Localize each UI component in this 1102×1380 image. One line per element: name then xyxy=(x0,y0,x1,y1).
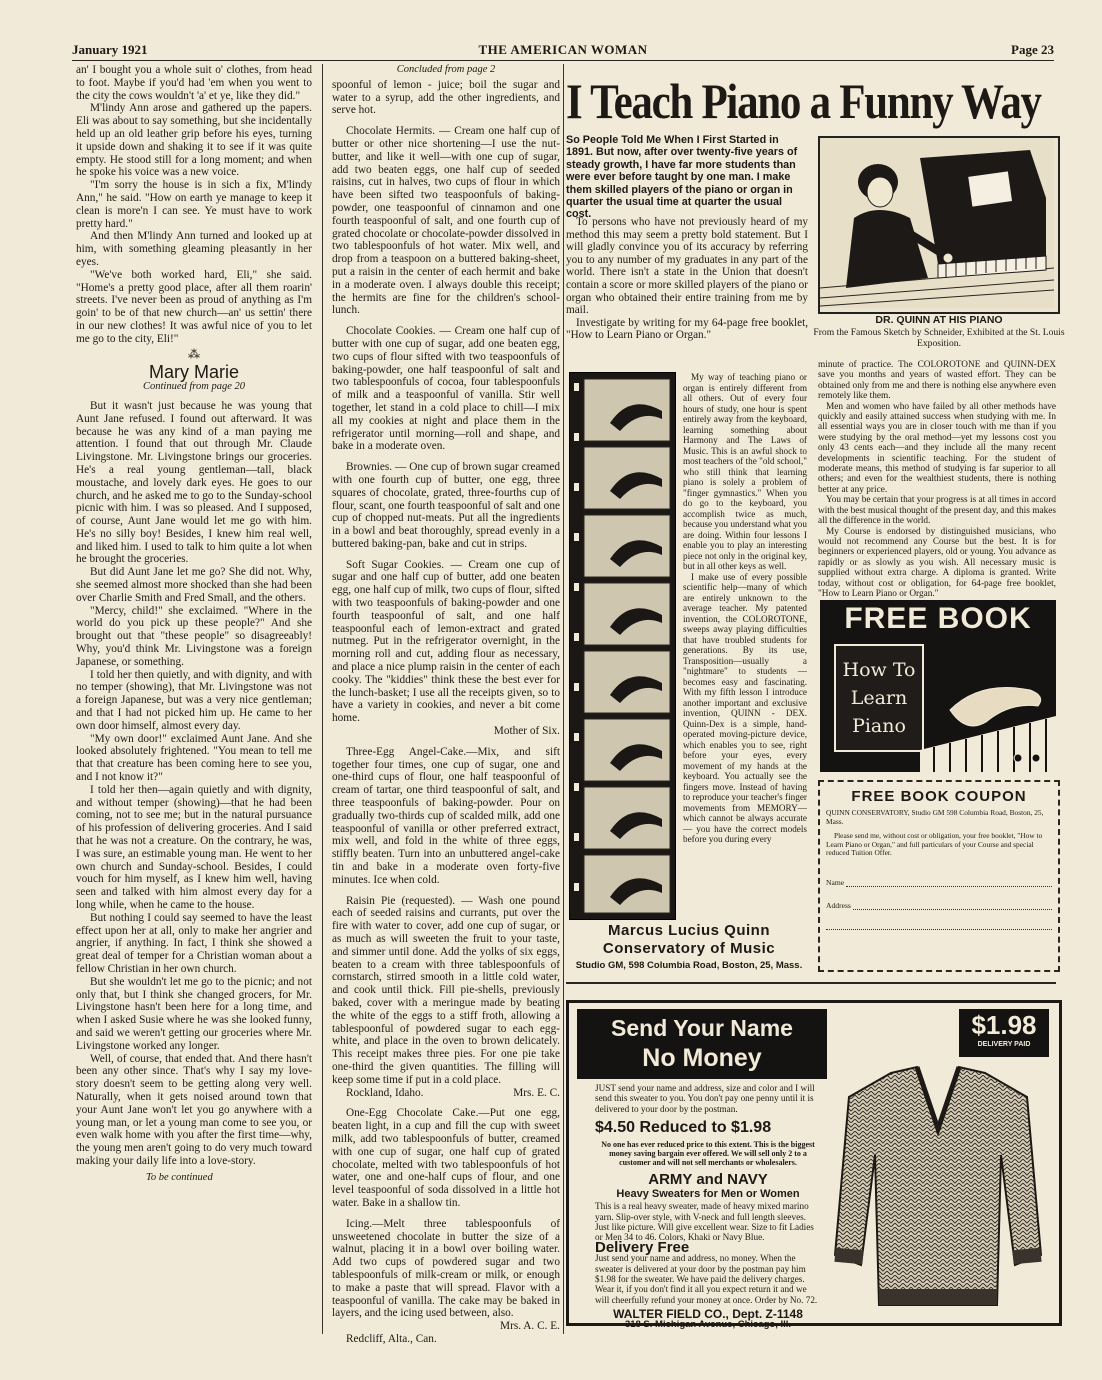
paragraph: "Mercy, child!" she exclaimed. "Where in the world do you pick up these people?" And she brought out that "these people" so disagreeably! Why, you'd think Mr. Livingstone was a foreign Japanese, or something. xyxy=(76,604,312,668)
ad-divider xyxy=(566,982,1056,984)
paragraph: But it wasn't just because he was young that Aunt Jane refused. I found out afterward. It was because he was any kind of a man paying me attention. I found that out through Mr. Claude Livingstone. Mr. Livingstone brings our groceries. He's a real young gentleman—tall, black moustache, and lovely dark eyes. He goes to our church, and he asked me to go to the Sunday-school picnic with him. I was so pleased. And I supposed, of course, Aunt Jane would let me go with him. He's no silly boy! Besides, I knew him real well, and liked him. I used to talk to him quite a lot when he brought the groceries. xyxy=(76,399,312,566)
paragraph: You may be certain that your progress is at all times in accord with the best musical thought of the present day, and this makes all the difference in the world. xyxy=(818,495,1056,527)
paragraph: But she wouldn't let me go to the picnic; and not only that, but I think she changed grocers, for Mr. Livingstone hasn't been here for a long time, and when I asked Susie where he was she looked funny, and said we weren't getting our groceries where Mr. Livingstone worked any longer. xyxy=(76,975,312,1052)
price-badge xyxy=(959,1009,1049,1057)
army-navy-heading: ARMY and NAVY xyxy=(648,1171,768,1189)
paragraph: Well, of course, that ended that. And there hasn't been any other since. That's why I say my love-story doesn't seem to be getting along very well. Naturally, when it gets noised around town that your Aunt Jane won't let you go anywhere with a young man, or let a young man come to see you, or even walk home with you after the first time—why, the young men aren't going to do very much toward making your daily life into a love-story. xyxy=(76,1052,312,1167)
recipe-signature xyxy=(332,1087,560,1100)
paragraph: Men and women who have failed by all other methods have quickly and easily attained success when studying with me. In all essential ways you are in closer touch with me than if you were studying by the oral method—yet my lessons cost you only 43 cents each—and they include all the many recent developments in scientific teaching. For the student of moderate means, this method of studying is far superior to all others; and even for the wealthiest students, there is nothing better at any price. xyxy=(818,401,1056,495)
company-address: 318 S. Michigan Avenue, Chicago, Ill. xyxy=(624,1318,792,1330)
paragraph: No one has ever reduced price to this extent. This is the biggest money saving bargain ever offered. We will sell only 2 to a customer and will not sell merchants or wholesalers. xyxy=(601,1140,815,1168)
sweater-subheading: Heavy Sweaters for Men or Women xyxy=(616,1188,800,1201)
issue-date: January 1921 xyxy=(72,42,148,57)
column-rule xyxy=(563,64,564,1334)
recipe-one-egg-chocolate-cake: One-Egg Chocolate Cake.—Put one egg, beaten light, in a cup and fill the cup with sweet milk, add two tablespoonfuls of butter, creamed with one cup of sugar, one half cup of grated chocolate, melted with two tablespoonfuls of hot water, one and one-half cups of flour, and one level teaspoonful of soda dissolved in a little hot water. Bake in a shallow tin. xyxy=(332,1107,560,1209)
paragraph: And then M'lindy Ann turned and looked up at him, with something gleaming pleasantly in her eyes. xyxy=(76,230,312,268)
signature-place: Rockland, Idaho. xyxy=(346,1086,424,1099)
section-ornament: ⁂ xyxy=(188,346,200,361)
piano-ad-headline: I Teach Piano a Funny Way xyxy=(566,73,1041,129)
hand-frames-illustration xyxy=(570,373,675,919)
paragraph: But nothing I could say seemed to have the least effect upon her at all, only to make her angrier and angrier, if anything. In fact, I think she showed a great deal of temper for a Christian woman about a fellow Christian in her own church. xyxy=(76,911,312,975)
header-rule xyxy=(72,60,1054,61)
signature-place: Redcliff, Alta., Can. xyxy=(346,1332,437,1345)
piano-ad-method-text xyxy=(683,372,807,845)
magazine-title: THE AMERICAN WOMAN xyxy=(478,42,648,57)
column-rule xyxy=(322,64,323,1334)
paragraph: "I'm sorry the house is in sich a fix, M'lindy Ann," he said. "How on earth ye manage to keep it clean is more'n I can see. Ye must have to work pretty hard." xyxy=(76,179,312,230)
paragraph: I told her then—again quietly and with dignity, and without temper (showing)—that he had been coming, not to see me; but in the natural pursuance of his profession of delivering groceries. And I said that he was not a creature. On the contrary, he was, I was sure, an estimable young man. He went to her own church and Sunday-school. Besides, I could vouch for him myself, as I knew him well, having seen and talked with him almost every day for a long while, when he came to the house. xyxy=(76,783,312,911)
free-book-title: FREE BOOK xyxy=(844,602,1032,635)
picture-credit: From the Famous Sketch by Schneider, Exhibited at the St. Louis Exposition. xyxy=(813,327,1065,349)
banner-line: No Money xyxy=(642,1044,762,1072)
recipe-angel-cake: Three-Egg Angel-Cake.—Mix, and sift together four times, one cup of sugar, one and one-third cups of flour, one half teaspoonful of cream of tartar, one third teaspoonful of salt, and three teaspoonfuls of baking-powder. Pour on gradually two-thirds cup of scalded milk, add one teaspoonful of vanilla or other preferred extract, mix well, and fold in the white of three eggs, stiffly beaten. Turn into an unbuttered angel-cake tin and bake in a moderate oven forty-five minutes. Ice when cold. xyxy=(332,745,560,886)
piano-ad-detail-text xyxy=(818,360,1056,599)
paragraph: This is a real heavy sweater, made of heavy mixed marino yarn. Slip-over style, with V-neck and full length sleeves. Just like picture. Will give excellent wear. Size to fit Ladies or Men 34 to 46. Colors, Khaki or Navy Blue. xyxy=(595,1201,814,1243)
school-name-line: Marcus Lucius Quinn xyxy=(607,922,771,939)
paragraph: Investigate by writing for my 64-page free booklet, "How to Learn Piano or Organ." xyxy=(566,316,808,342)
coupon-body: Please send me, without cost or obligation, your free booklet, "How to Learn Piano or Organ," and full particulars of your Course and special reduced Tuition Offer. xyxy=(826,831,1043,858)
coupon-address-label: Address xyxy=(826,900,851,910)
paragraph: My way of teaching piano or organ is entirely different from all others. Out of every four hours of study, one hour is spent entirely away from the keyboard, learning something about Harmony and The Laws of Music. This is an awful shock to most teachers of the "old school," who still think that learning piano is solely a problem of "finger gymnastics." When you do go to the keyboard, you accomplish twice as much, because you understand what you are doing. Within four lessons I enable you to play an interesting piece not only in the original key, but in all other keys as well. xyxy=(683,372,807,571)
paragraph: Just send your name and address, no money. When the sweater is delivered at your door by the postman pay him $1.98 for the sweater. We have paid the delivery charges. Wear it, if you don't find it all you expect return it and we will cheerfully refund your money at once. Order by No. 72. xyxy=(595,1253,818,1305)
free-book-panel xyxy=(820,600,1056,772)
sweater-ad-copy xyxy=(595,1083,821,1330)
paragraph: an' I bought you a whole suit o' clothes, from head to foot. Maybe if you'd had 'em when you went to the city the cows wouldn't 'a' et ye, like they did." xyxy=(76,64,312,102)
paragraph: I told her then quietly, and with dignity, and with no temper (showing), that Mr. Livingstone was not a foreign Japanese, but was a very nice gentleman; and that I had not picked him up. He came to her own door himself, almost every day. xyxy=(76,668,312,732)
coupon-title: FREE BOOK COUPON xyxy=(851,788,1027,805)
recipe-soft-sugar-cookies: Soft Sugar Cookies. — Cream one cup of sugar and one half cup of butter, add one beaten egg, one half cup of milk, two cups of flour, sifted with two teaspoonfuls of baking-powder and one fourth teaspoonful of salt, and one half teaspoonful each of lemon-extract and grated nutmeg. Put in the refrigerator overnight, in the morning roll and cut, adding flour as necessary, and place a nice plump raisin in the center of each cooky. The "kiddies" think these the best ever for the lunch-basket; I use all the receipts given, so to have a variety in cookies, and never a bit come home. xyxy=(332,558,560,725)
coupon-name-field[interactable] xyxy=(820,878,1058,887)
recipe-column xyxy=(332,64,560,1345)
paragraph: But did Aunt Jane let me go? She did not. Why, she seemed almost more shocked than she had been over Charlie Smith and Fred Small, and the others. xyxy=(76,566,312,604)
paragraph: My Course is endorsed by distinguished musicians, who would not recommend any Course but the best. It is for beginners or experienced players, old or young. You advance as rapidly or as slowly as you wish. All necessary music is supplied without extra charge. A diploma is granted. Write today, without cost or obligation, for 64-page free booklet, "How to Learn Piano or Organ." xyxy=(818,526,1056,599)
recipe-raisin-pie: Raisin Pie (requested). — Wash one pound each of seeded raisins and currants, put over the fire with water to cover, add one cup of sugar, or as much as will sweeten the fruit to your taste, and simmer until done. Add the yolks of six eggs, beaten to a cream with three tablespoonfuls of cornstarch, stirred smooth in a little cold water, and cook until thick. Fill pie-shells, previously baked, cover with a meringue made by beating the white of the eggs to a stiff froth, allowing a tablespoonful of powdered sugar to each egg-white, and place in the oven to brown delicately. This receipt makes three pies. For one pie take one-third the given quantities. The filling will keep some time if put in a cold place. xyxy=(332,894,560,1086)
school-name xyxy=(566,922,812,958)
hand-on-keys-illustration xyxy=(920,640,1056,772)
picture-caption: DR. QUINN AT HIS PIANO xyxy=(875,314,1003,326)
pianist-illustration xyxy=(820,138,1054,308)
piano-ad-intro xyxy=(566,216,808,342)
coupon-name-label: Name xyxy=(826,877,845,887)
booklet-title-line: How To xyxy=(842,659,916,681)
coupon-address: QUINN CONSERVATORY, Studio GM 598 Columbia Road, Boston, 25, Mass. xyxy=(826,808,1044,826)
paragraph: "My own door!" exclaimed Aunt Jane. And she looked absolutely frightened. "You mean to tell me that that creature has been coming here to see you, and I not know it?" xyxy=(76,732,312,784)
signature-name: Mrs. E. C. xyxy=(513,1086,560,1099)
dr-quinn-sketch xyxy=(818,136,1060,314)
piano-ad-lede: So People Told Me When I First Started in 1891. But now, after over twenty-five years of steady growth, I have far more students than were ever before taught by one man. I make them skilled players of the piano or organ in quarter the usual time at quarter the usual cost. xyxy=(566,134,798,221)
sweater-illustration xyxy=(831,1059,1045,1315)
delivery-free-heading: Delivery Free xyxy=(595,1238,690,1256)
coupon-blank-line[interactable] xyxy=(826,928,1052,930)
page-header xyxy=(72,42,1054,62)
continued-note: Continued from page 20 xyxy=(143,381,245,393)
recipe-signature: Mother of Six. xyxy=(493,725,560,738)
story-column xyxy=(76,64,312,1334)
price-note: DELIVERY PAID xyxy=(977,1041,1031,1048)
price: $1.98 xyxy=(971,1010,1037,1040)
booklet-title-line: Learn xyxy=(850,687,908,709)
sweater-ad xyxy=(566,1000,1062,1330)
booklet-title-line: Piano xyxy=(852,715,906,737)
school-address: Studio GM, 598 Columbia Road, Boston, 25, Mass. xyxy=(575,960,803,971)
to-be-continued: To be continued xyxy=(146,1171,213,1183)
booklet-cover xyxy=(834,644,924,752)
paragraph: minute of practice. The COLOROTONE and QUINN-DEX save you months and years of wasted effort. They can be obtained only from me and there is nothing else anywhere even remotely like them. xyxy=(818,360,1056,402)
free-book-coupon[interactable] xyxy=(818,780,1060,972)
signature-name: Mrs. A. C. E. xyxy=(500,1320,560,1333)
story-title: Mary Marie xyxy=(148,362,239,383)
sweater-ad-banner xyxy=(577,1009,827,1079)
paragraph: M'lindy Ann arose and gathered up the papers. Eli was about to say something, but she incidentally held up an old leather grip before his eyes, turning it upside down and shaking it to see if it was quite empty. He stood still for a long moment; and when he spoke his voice was a new voice. xyxy=(76,102,312,179)
recipe-chocolate-cookies: Chocolate Cookies. — Cream one half cup of butter with one cup of sugar, add one beaten egg, two cups of flour sifted with two teaspoonfuls of baking-powder, one half teaspoonful of salt and two tablespoonfuls of cocoa, four tablespoonfuls of milk and a teaspoonful of vanilla. Stir well together, let stand in a cold place to chill—I mix all my cookies at night and place them in the refrigerator until morning—roll and shape, and bake in a moderate oven. xyxy=(332,325,560,453)
paragraph: "We've both worked hard, Eli," she said. "Home's a pretty good place, after all them roarin' streets. I've never been as proud of anything as I'm goin' to be of that new church—an' us settin' there in our new clothes! It was awful nice of you to let me go to the city, Eli!" xyxy=(76,268,312,345)
quinn-dex-film-strip xyxy=(569,372,676,920)
paragraph: To persons who have not previously heard of my method this may seem a pretty bold statement. But I will gladly convince you of its accuracy by referring you to any number of my graduates in any part of the world. There isn't a state in the Union that doesn't contain a score or more skilled players of the piano or organ who obtained their entire training from me by mail. xyxy=(566,216,808,317)
page-number: Page 23 xyxy=(1011,42,1054,57)
paragraph: JUST send your name and address, size and color and I will send this sweater to you. You don't pay one penny until it is delivered to your door by the postman. xyxy=(595,1083,815,1114)
paragraph: spoonful of lemon - juice; boil the sugar and water to a syrup, add the other ingredients, and serve hot. xyxy=(332,78,560,117)
recipe-icing: Icing.—Melt three tablespoonfuls of unsweetened chocolate in butter the size of a walnut, placing it in a bowl over boiling water. Add two cups of powdered sugar and two tablespoonfuls of milk-cream or milk, or enough to make a paste that will spread. Flavor with a teaspoonful of vanilla. The cake may be baked in layers, and the icing used between, also. xyxy=(332,1217,560,1320)
recipe-chocolate-hermits: Chocolate Hermits. — Cream one half cup of butter or other nice shortening—I use the nut-butter, and like it well—with one cup of sugar, add two beaten eggs, one half cup of seeded raisins, cut in halves, two cups of flour in which have been sifted two teaspoonfuls of baking-powder, one teaspoonful of cinnamon and one fourth teaspoonful of salt, and one fourth cup of grated chocolate or chocolate-powder dissolved in two tablespoonfuls of hot water. Mix well, and drop from a teaspoon on a buttered baking-sheet, put a raisin in the center of each hermit and bake in a moderate oven. I always double this receipt; the hermits are fine for the children's school-lunch. xyxy=(332,125,560,317)
recipe-brownies: Brownies. — One cup of brown sugar creamed with one fourth cup of butter, one egg, three squares of chocolate, grated, three-fourths cup of flour, scant, one fourth teaspoonful of salt and one cup of chopped nut-meats. Put all the ingredients in a bowl and beat thoroughly, spread evenly in a buttered baking-pan, bake and cut in strips. xyxy=(332,461,560,550)
continued-note: Concluded from page 2 xyxy=(396,64,496,75)
company-name: WALTER FIELD CO., Dept. Z-1148 xyxy=(613,1307,803,1322)
price-reduction: $4.50 Reduced to $1.98 xyxy=(595,1119,772,1137)
school-name-line: Conservatory of Music xyxy=(602,940,776,957)
coupon-address-field[interactable] xyxy=(820,901,1058,910)
paragraph: I make use of every possible scientific help—many of which are entirely unknown to the average teacher. My patented invention, the COLOROTONE, sweeps away playing difficulties that have troubled students for generations. By its use, Transposition—usually a "nightmare" to students — becomes easy and fascinating. With my fifth lesson I introduce another important and exclusive invention, QUINN - DEX. Quinn-Dex is a simple, hand-operated moving-picture device, which enables you to see, right before your eyes, every movement of my hands at the keyboard. You actually see the fingers move. Instead of having to reproduce your teacher's finger movements from MEMORY—which cannot be always accurate — you have the correct models before you during every xyxy=(683,571,807,844)
banner-line: Send Your Name xyxy=(611,1015,793,1041)
